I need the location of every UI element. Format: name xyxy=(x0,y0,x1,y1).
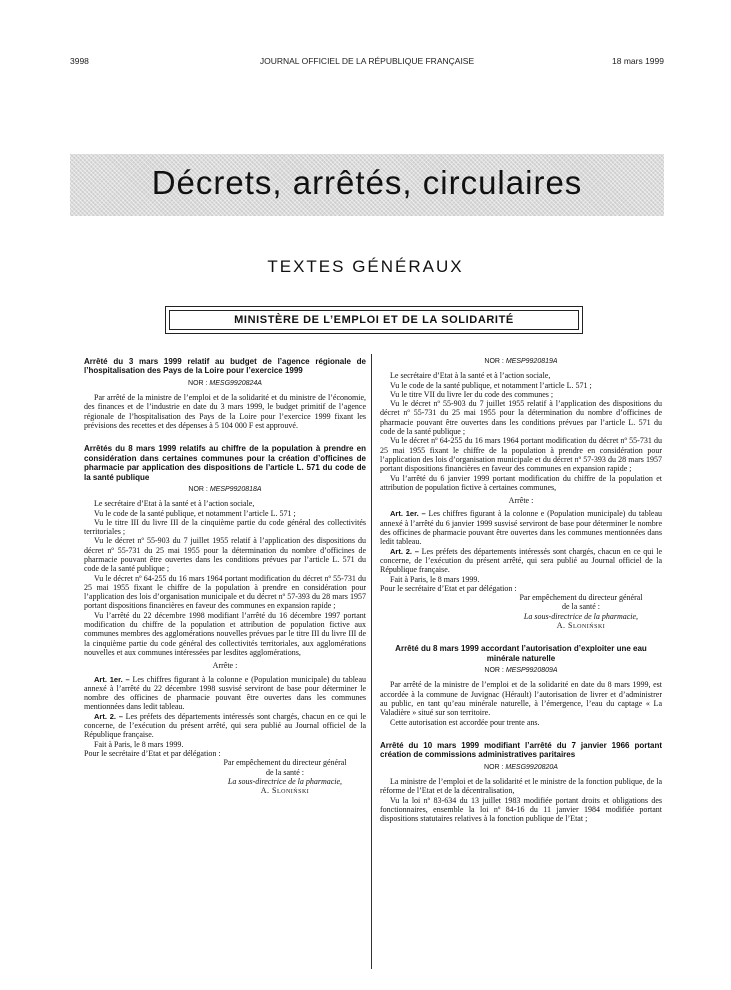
decree-title: Arrêté du 8 mars 1999 accordant l’autorisation d’exploiter une eau minérale naturelle xyxy=(395,644,647,663)
article-2 xyxy=(380,547,662,575)
article-text: Les préfets des départements intéressés sont chargés, chacun en ce qui le concerne, de l’exécution du présent arrêté, qui sera publié au Journal officiel de la République française. xyxy=(84,711,366,740)
nor-label: NOR : xyxy=(188,379,208,387)
article-2 xyxy=(84,712,366,740)
arrete-heading: Arrête : xyxy=(212,661,238,671)
article-label: Art. 2. – xyxy=(390,546,419,556)
paragraph: Vu le décret nº 55-903 du 7 juillet 1955 relatif à l’application des dispositions du décret nº 55-731 du 25 mai 1955 pour la détermination du nombre d’officines de pharmacie pouvant être ouvertes dans les conditions prévues par l’article L. 571 du code de la santé publique ; xyxy=(84,536,366,574)
signature-line: Pour le secrétaire d’Etat et par délégation : xyxy=(84,748,221,758)
signatory-name: A. Sloniński xyxy=(556,621,606,631)
column-divider xyxy=(371,354,372,969)
nor-label: NOR : xyxy=(484,667,504,675)
nor-reference xyxy=(380,357,662,366)
nor-code: MESP9920818A xyxy=(209,485,262,493)
nor-code: MESG9920824A xyxy=(209,379,262,387)
paragraph: Vu l’arrêté du 6 janvier 1999 portant modification du chiffre de la population et attribution de population fictive à certaines communes, xyxy=(380,473,662,492)
paragraph: Vu le code de la santé publique, et notamment l’article L. 571 ; xyxy=(390,380,592,390)
article-label: Art. 1er. – xyxy=(94,674,130,684)
paragraph: Vu le décret nº 64-255 du 16 mars 1964 portant modification du décret nº 55-731 du 25 mai 1955 fixant le chiffre de la population à prendre en considération pour l’application des lois d’organisation municipale et du décret nº 57-393 du 28 mars 1957 portant dispositions financières en faveur des communes en expansion rapide ; xyxy=(380,436,662,474)
nor-reference xyxy=(380,666,662,675)
signature-title: La sous-directrice de la pharmacie, xyxy=(523,611,639,621)
issue-date: 18 mars 1999 xyxy=(612,56,664,66)
paragraph: Vu le décret nº 64-255 du 16 mars 1964 portant modification du décret nº 55-731 du 25 mai 1955 fixant le chiffre de la population à prendre en considération pour l’application des lois d’organisation municipale et du décret nº 57-393 du 28 mars 1957 portant dispositions financières en faveur des communes en expansion rapide ; xyxy=(84,573,366,611)
nor-reference xyxy=(380,763,662,772)
done-at: Fait à Paris, le 8 mars 1999. xyxy=(390,574,480,584)
paragraph: Cette autorisation est accordée pour trente ans. xyxy=(390,717,540,727)
signatory-name: A. Sloniński xyxy=(260,786,310,796)
signature-line: Par empêchement du directeur général xyxy=(519,593,643,603)
signature-line: de la santé : xyxy=(266,767,304,777)
decree-title: Arrêté du 3 mars 1999 relatif au budget de l’agence régionale de l’hospitalisation des Pays de la Loire pour l’exercice 1999 xyxy=(84,357,366,376)
article-label: Art. 1er. – xyxy=(390,509,426,519)
nor-code: MESP9920809A xyxy=(505,667,558,675)
paragraph: Vu le titre III du livre III de la cinquième partie du code général des collectivités territoriales ; xyxy=(84,517,366,537)
left-column xyxy=(84,357,366,795)
arrete-heading: Arrête : xyxy=(508,496,534,506)
article-text: Les chiffres figurant à la colonne e (Population municipale) du tableau annexé à l’arrêté du 6 janvier 1999 susvisé serviront de base pour déterminer le nombre des officines de pharmacie pouvant être ouvertes dans les communes mentionnées dans ledit tableau. xyxy=(380,509,663,547)
page-header xyxy=(70,56,664,70)
paragraph: Vu le titre VII du livre Ier du code des communes ; xyxy=(390,389,554,399)
nor-label: NOR : xyxy=(484,763,504,771)
paragraph: La ministre de l’emploi et de la solidarité et le ministre de la fonction publique, de la réforme de l’Etat et de la décentralisation, xyxy=(380,777,662,796)
nor-code: MESP9920819A xyxy=(505,358,558,365)
paragraph: Vu l’arrêté du 22 décembre 1998 modifiant l’arrêté du 16 décembre 1997 portant modification du chiffre de la population et attribution de population fictive aux communes membres des agglomérations nouvelles prévues par le titre III du livre III de la cinquième partie du code général des collectivités territoriales, aux agglomérations nouvelles et aux communes intéressées par lesdites agglomérations, xyxy=(84,610,366,657)
paragraph: Par arrêté de la ministre de l’emploi et de la solidarité en date du 8 mars 1999, est accordée à la commune de Juvignac (Hérault) l’autorisation de livrer et d’administrer au public, en tant qu’eau minérale naturelle, à l’émergence, l’eau du captage « La Valadière » situé sur son territoire. xyxy=(380,680,662,718)
article-1 xyxy=(84,675,366,712)
right-column xyxy=(380,357,662,824)
section-banner xyxy=(70,154,664,216)
article-text: Les chiffres figurant à la colonne e (Population municipale) du tableau annexé à l’arrêté du 22 décembre 1998 susvisé serviront de base pour déterminer le nombre des officines de pharmacie pouvant être ouvertes dans les communes mentionnées dans ledit tableau. xyxy=(84,674,367,712)
paragraph: Le secrétaire d’Etat à la santé et à l’action sociale, xyxy=(390,371,551,381)
decree-title: Arrêtés du 8 mars 1999 relatifs au chiffre de la population à prendre en considération dans certaines communes pour la création d’officines de pharmacie par application des dispositions de l’article L. 571 du code de la santé publique xyxy=(84,444,366,482)
article-text: Les préfets des départements intéressés sont chargés, chacun en ce qui le concerne, de l’exécution du présent arrêté, qui sera publié au Journal officiel de la République française. xyxy=(380,546,662,575)
article-label: Art. 2. – xyxy=(94,711,123,721)
done-at: Fait à Paris, le 8 mars 1999. xyxy=(94,739,184,749)
signature-line: Par empêchement du directeur général xyxy=(223,758,347,768)
nor-code: MESG9920820A xyxy=(505,763,558,771)
page-number: 3998 xyxy=(70,56,89,66)
ministry-title: MINISTÈRE DE L’EMPLOI ET DE LA SOLIDARITÉ xyxy=(169,310,579,330)
nor-label: NOR : xyxy=(484,358,504,365)
decree-title: Arrêté du 10 mars 1999 modifiant l’arrêté du 7 janvier 1966 portant création de commissions administratives paritaires xyxy=(380,740,662,760)
paragraph: Vu le décret nº 55-903 du 7 juillet 1955 relatif à l’application des dispositions du décret nº 55-731 du 25 mai 1955 pour la détermination du nombre d’officines de pharmacie pouvant être ouvertes dans les conditions prévues par l’article L. 571 du code de la santé publique ; xyxy=(380,399,662,437)
journal-title: JOURNAL OFFICIEL DE LA RÉPUBLIQUE FRANÇAISE xyxy=(259,56,475,66)
paragraph: Vu le code de la santé publique, et notamment l’article L. 571 ; xyxy=(94,508,296,518)
paragraph: Vu la loi nº 83-634 du 13 juillet 1983 modifiée portant droits et obligations des fonctionnaires, ensemble la loi nº 84-16 du 11 janvier 1984 modifiée portant dispositions statutaires relatives à la fonction publique de l’Etat ; xyxy=(380,795,662,824)
nor-reference xyxy=(84,379,366,388)
article-1 xyxy=(380,509,662,546)
paragraph: Le secrétaire d’Etat à la santé et à l’action sociale, xyxy=(94,499,255,509)
nor-label: NOR : xyxy=(188,485,208,493)
ministry-box xyxy=(165,306,583,334)
banner-title: Décrets, arrêtés, circulaires xyxy=(151,164,583,201)
nor-reference xyxy=(84,485,366,494)
signature-line: Pour le secrétaire d’Etat et par délégation : xyxy=(380,583,517,593)
signature-line: de la santé : xyxy=(562,602,600,612)
signature-title: La sous-directrice de la pharmacie, xyxy=(227,776,343,786)
section-title: TEXTES GÉNÉRAUX xyxy=(267,257,464,276)
paragraph: Par arrêté de la ministre de l’emploi et de la solidarité et du ministre de l’économie, des finances et de l’industrie en date du 3 mars 1999, le budget primitif de l’agence régionale de l’hospitalisation des Pays de la Loire pour l’exercice 1999 fixant les prévisions des recettes et des dépenses à 5 104 000 F est approuvé. xyxy=(84,393,366,430)
